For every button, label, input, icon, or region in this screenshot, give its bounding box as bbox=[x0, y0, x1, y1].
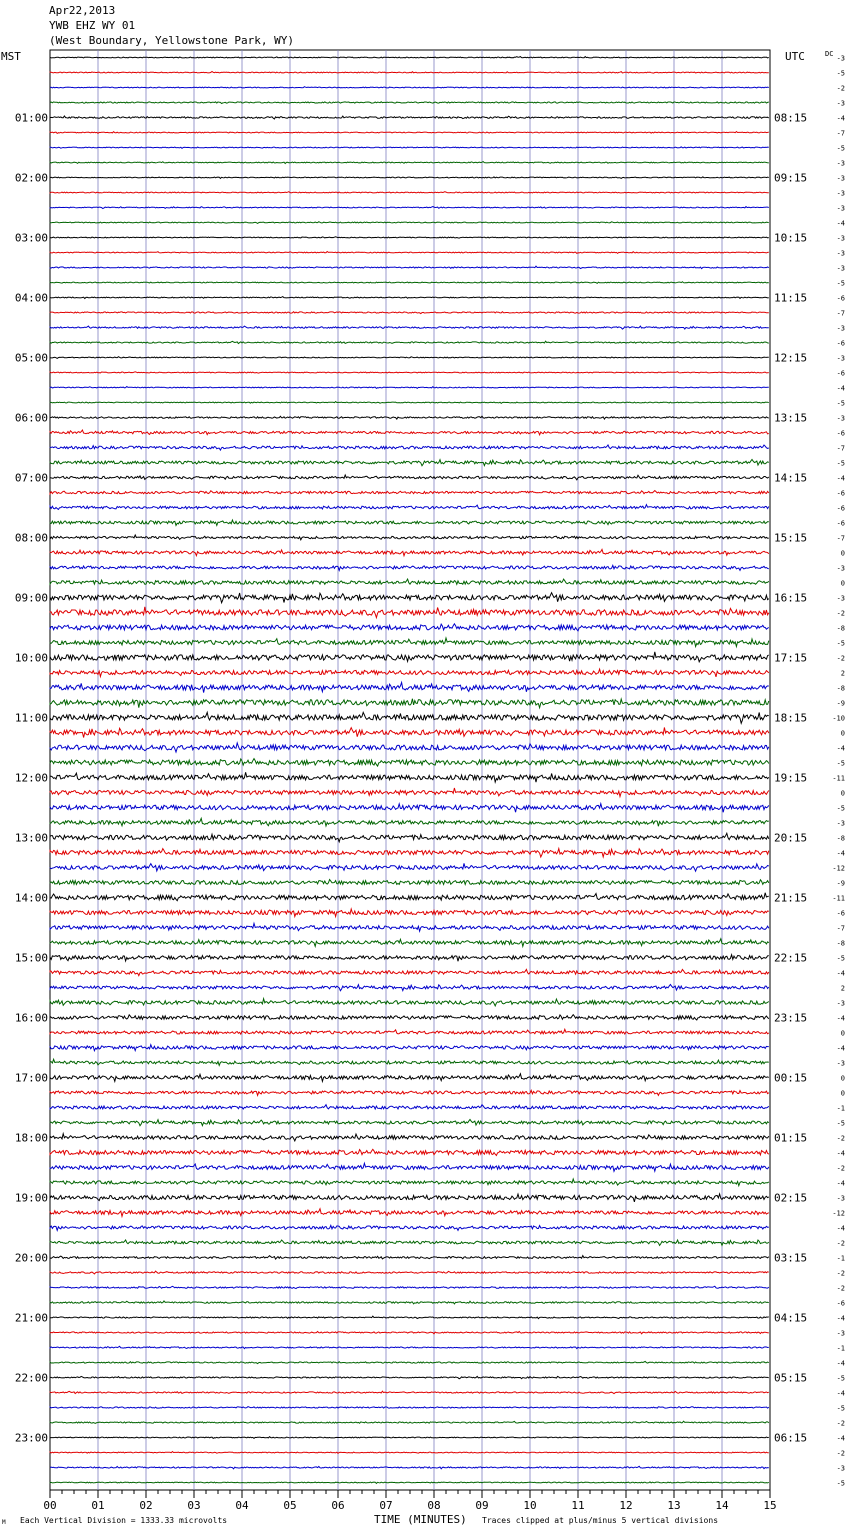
utc-hour-label: 03:15 bbox=[774, 1251, 808, 1265]
seismic-trace bbox=[50, 1120, 769, 1126]
utc-hour-label: 19:15 bbox=[774, 771, 808, 785]
seismic-trace bbox=[50, 475, 769, 480]
dc-offset-label: -4 bbox=[836, 474, 845, 483]
dc-offset-label: -2 bbox=[836, 1269, 845, 1278]
dc-offset-label: -3 bbox=[836, 189, 845, 198]
seismic-trace bbox=[50, 624, 769, 631]
seismic-trace bbox=[50, 132, 769, 134]
seismic-trace bbox=[50, 1074, 769, 1082]
dc-offset-label: -5 bbox=[836, 954, 845, 963]
mst-hour-label: 15:00 bbox=[14, 951, 48, 965]
utc-hour-label: 20:15 bbox=[774, 831, 808, 845]
utc-hour-label: 21:15 bbox=[774, 891, 808, 905]
seismic-trace bbox=[50, 1376, 769, 1378]
dc-offset-label: 0 bbox=[840, 789, 845, 798]
dc-offset-label: -5 bbox=[836, 804, 845, 813]
dc-offset-label: -2 bbox=[836, 1134, 845, 1143]
seismic-trace bbox=[50, 549, 769, 555]
seismic-trace bbox=[50, 341, 769, 343]
seismic-trace bbox=[50, 788, 769, 797]
dc-offset-label: -3 bbox=[836, 1059, 845, 1068]
mst-hour-label: 02:00 bbox=[14, 171, 48, 185]
seismic-trace bbox=[50, 102, 769, 104]
utc-hour-label: 08:15 bbox=[774, 111, 808, 125]
mst-label: MST bbox=[1, 50, 21, 63]
mst-hour-label: 20:00 bbox=[14, 1251, 48, 1265]
seismic-trace bbox=[50, 579, 769, 584]
utc-hour-label: 18:15 bbox=[774, 711, 808, 725]
seismic-trace bbox=[50, 880, 769, 885]
mst-hour-label: 16:00 bbox=[14, 1011, 48, 1025]
x-tick-label: 01 bbox=[91, 1499, 105, 1512]
seismic-trace bbox=[50, 1391, 769, 1393]
utc-hour-label: 10:15 bbox=[774, 231, 808, 245]
seismic-trace bbox=[50, 252, 769, 254]
x-axis-title: TIME (MINUTES) bbox=[374, 1513, 467, 1526]
utc-hour-label: 00:15 bbox=[774, 1071, 808, 1085]
plot-frame bbox=[50, 50, 770, 1490]
seismic-trace bbox=[50, 999, 769, 1006]
dc-offset-label: -7 bbox=[836, 309, 845, 318]
x-tick-label: 03 bbox=[187, 1499, 201, 1512]
seismic-trace bbox=[50, 57, 769, 58]
utc-label: UTC bbox=[785, 50, 805, 63]
dc-offset-label: -3 bbox=[836, 249, 845, 258]
dc-offset-label: -3 bbox=[836, 54, 845, 63]
seismic-trace bbox=[50, 372, 769, 373]
dc-offset-label: -4 bbox=[836, 744, 845, 753]
dc-offset-label: -6 bbox=[836, 429, 845, 438]
x-tick-label: 14 bbox=[715, 1499, 729, 1512]
x-tick-label: 05 bbox=[283, 1499, 297, 1512]
seismic-trace bbox=[50, 969, 769, 975]
dc-offset-label: -4 bbox=[836, 849, 845, 858]
mst-hour-label: 03:00 bbox=[14, 231, 48, 245]
mst-hour-label: 18:00 bbox=[14, 1131, 48, 1145]
seismic-trace bbox=[50, 162, 769, 164]
dc-offset-label: -6 bbox=[836, 489, 845, 498]
utc-hour-label: 23:15 bbox=[774, 1011, 808, 1025]
seismic-trace bbox=[50, 1256, 769, 1260]
seismic-trace bbox=[50, 1437, 769, 1439]
mst-hour-label: 22:00 bbox=[14, 1371, 48, 1385]
seismic-trace bbox=[50, 565, 769, 570]
dc-offset-label: -2 bbox=[836, 1164, 845, 1173]
seismic-trace bbox=[50, 1452, 769, 1454]
seismic-trace bbox=[50, 1209, 769, 1217]
dc-offset-label: -3 bbox=[836, 1329, 845, 1338]
dc-offset-label: -3 bbox=[836, 414, 845, 423]
seismic-trace bbox=[50, 1225, 769, 1230]
dc-offset-label: -4 bbox=[836, 1014, 845, 1023]
seismic-trace bbox=[50, 1407, 769, 1409]
dc-offset-label: -2 bbox=[836, 1239, 845, 1248]
dc-offset-label: -1 bbox=[836, 1104, 845, 1113]
dc-offset-label: -5 bbox=[836, 459, 845, 468]
seismic-trace bbox=[50, 237, 769, 238]
seismic-trace bbox=[50, 535, 769, 540]
dc-label: DC bbox=[825, 50, 834, 58]
dc-offset-label: -3 bbox=[836, 234, 845, 243]
dc-offset-label: -5 bbox=[836, 144, 845, 153]
logo-mark: M bbox=[2, 1519, 6, 1526]
seismic-trace bbox=[50, 955, 769, 961]
x-tick-label: 11 bbox=[571, 1499, 585, 1512]
seismic-trace bbox=[50, 1466, 769, 1469]
dc-offset-label: -4 bbox=[836, 1179, 845, 1188]
dc-offset-label: -4 bbox=[836, 969, 845, 978]
utc-hour-label: 04:15 bbox=[774, 1311, 808, 1325]
seismic-trace bbox=[50, 759, 769, 767]
dc-offset-label: 0 bbox=[840, 1089, 845, 1098]
utc-hour-label: 15:15 bbox=[774, 531, 808, 545]
seismic-trace bbox=[50, 849, 769, 857]
utc-hour-label: 16:15 bbox=[774, 591, 808, 605]
seismic-trace bbox=[50, 1059, 769, 1065]
dc-offset-label: -3 bbox=[836, 324, 845, 333]
x-tick-label: 06 bbox=[331, 1499, 345, 1512]
x-tick-label: 07 bbox=[379, 1499, 393, 1512]
dc-offset-label: -8 bbox=[836, 624, 845, 633]
dc-offset-label: -11 bbox=[832, 774, 845, 783]
utc-hour-label: 09:15 bbox=[774, 171, 808, 185]
mst-hour-label: 11:00 bbox=[14, 711, 48, 725]
seismic-trace bbox=[50, 520, 769, 525]
seismic-trace bbox=[50, 266, 769, 268]
seismic-trace bbox=[50, 772, 769, 782]
seismic-trace bbox=[50, 712, 769, 723]
dc-offset-label: 0 bbox=[840, 1029, 845, 1038]
seismic-trace bbox=[50, 593, 769, 603]
dc-offset-label: -5 bbox=[836, 1404, 845, 1413]
seismic-trace bbox=[50, 1421, 769, 1423]
seismic-trace bbox=[50, 1482, 769, 1484]
mst-hour-label: 09:00 bbox=[14, 591, 48, 605]
dc-offset-label: -4 bbox=[836, 1149, 845, 1158]
seismic-trace bbox=[50, 505, 769, 510]
seismic-trace bbox=[50, 491, 769, 494]
dc-offset-label: -4 bbox=[836, 219, 845, 228]
dc-offset-label: -5 bbox=[836, 69, 845, 78]
dc-offset-label: -4 bbox=[836, 1389, 845, 1398]
mst-hour-label: 19:00 bbox=[14, 1191, 48, 1205]
seismic-trace bbox=[50, 1361, 769, 1363]
mst-hour-label: 06:00 bbox=[14, 411, 48, 425]
dc-offset-label: -6 bbox=[836, 504, 845, 513]
seismic-trace bbox=[50, 638, 769, 647]
dc-offset-label: -6 bbox=[836, 1299, 845, 1308]
seismic-trace bbox=[50, 939, 769, 947]
dc-offset-label: -3 bbox=[836, 819, 845, 828]
seismic-trace bbox=[50, 430, 769, 435]
utc-hour-label: 13:15 bbox=[774, 411, 808, 425]
dc-offset-label: -5 bbox=[836, 759, 845, 768]
seismic-trace bbox=[50, 923, 769, 931]
seismic-trace bbox=[50, 893, 769, 901]
seismic-trace bbox=[50, 1134, 769, 1141]
seismic-trace bbox=[50, 460, 769, 466]
dc-offset-label: -6 bbox=[836, 339, 845, 348]
seismic-trace bbox=[50, 416, 769, 419]
seismic-trace bbox=[50, 1179, 769, 1186]
dc-offset-label: 2 bbox=[840, 669, 845, 678]
mst-hour-label: 07:00 bbox=[14, 471, 48, 485]
seismic-trace bbox=[50, 985, 769, 991]
dc-offset-label: -5 bbox=[836, 1119, 845, 1128]
utc-hour-label: 06:15 bbox=[774, 1431, 808, 1445]
dc-offset-label: -3 bbox=[836, 999, 845, 1008]
seismic-trace bbox=[50, 1332, 769, 1334]
utc-hour-label: 12:15 bbox=[774, 351, 808, 365]
seismic-trace bbox=[50, 72, 769, 74]
dc-offset-label: -1 bbox=[836, 1344, 845, 1353]
mst-hour-label: 05:00 bbox=[14, 351, 48, 365]
seismic-trace bbox=[50, 1045, 769, 1051]
x-tick-label: 02 bbox=[139, 1499, 153, 1512]
dc-offset-label: -6 bbox=[836, 519, 845, 528]
mst-hour-label: 23:00 bbox=[14, 1431, 48, 1445]
dc-offset-label: -6 bbox=[836, 369, 845, 378]
dc-offset-label: -11 bbox=[832, 894, 845, 903]
dc-offset-label: -3 bbox=[836, 204, 845, 213]
mst-hour-label: 13:00 bbox=[14, 831, 48, 845]
seismic-trace bbox=[50, 1090, 769, 1095]
seismic-trace bbox=[50, 1194, 769, 1202]
dc-offset-label: -4 bbox=[836, 1434, 845, 1443]
seismic-trace bbox=[50, 1316, 769, 1318]
seismic-trace bbox=[50, 818, 769, 826]
utc-hour-label: 02:15 bbox=[774, 1191, 808, 1205]
seismic-trace bbox=[50, 177, 769, 179]
mst-hour-label: 14:00 bbox=[14, 891, 48, 905]
dc-offset-label: -3 bbox=[836, 594, 845, 603]
seismic-trace bbox=[50, 1301, 769, 1304]
dc-offset-label: -5 bbox=[836, 639, 845, 648]
seismic-trace bbox=[50, 312, 769, 314]
seismic-trace bbox=[50, 192, 769, 193]
seismic-trace bbox=[50, 1015, 769, 1020]
dc-offset-label: -8 bbox=[836, 684, 845, 693]
seismic-trace bbox=[50, 804, 769, 813]
dc-offset-label: -5 bbox=[836, 1479, 845, 1488]
mst-hour-label: 17:00 bbox=[14, 1071, 48, 1085]
dc-offset-label: -5 bbox=[836, 399, 845, 408]
dc-offset-label: -1 bbox=[836, 1254, 845, 1263]
mst-hour-label: 04:00 bbox=[14, 291, 48, 305]
x-tick-label: 08 bbox=[427, 1499, 441, 1512]
mst-hour-label: 10:00 bbox=[14, 651, 48, 665]
x-tick-label: 00 bbox=[43, 1499, 57, 1512]
seismic-trace bbox=[50, 652, 769, 662]
seismic-trace bbox=[50, 297, 769, 299]
seismic-trace bbox=[50, 607, 769, 618]
dc-offset-label: -2 bbox=[836, 1449, 845, 1458]
mst-hour-label: 08:00 bbox=[14, 531, 48, 545]
seismic-trace bbox=[50, 326, 769, 329]
dc-offset-label: -4 bbox=[836, 1044, 845, 1053]
dc-offset-label: -8 bbox=[836, 939, 845, 948]
dc-offset-label: -7 bbox=[836, 534, 845, 543]
seismic-trace bbox=[50, 87, 769, 88]
utc-hour-label: 17:15 bbox=[774, 651, 808, 665]
dc-offset-label: -2 bbox=[836, 84, 845, 93]
dc-offset-label: -7 bbox=[836, 924, 845, 933]
seismic-trace bbox=[50, 1029, 769, 1034]
seismic-trace bbox=[50, 1163, 769, 1171]
dc-offset-label: -4 bbox=[836, 384, 845, 393]
dc-offset-label: -7 bbox=[836, 444, 845, 453]
seismic-trace bbox=[50, 402, 769, 404]
dc-offset-label: -10 bbox=[832, 714, 845, 723]
dc-offset-label: -2 bbox=[836, 654, 845, 663]
dc-offset-label: -5 bbox=[836, 279, 845, 288]
dc-offset-label: -9 bbox=[836, 699, 845, 708]
dc-offset-label: -2 bbox=[836, 1284, 845, 1293]
seismic-trace bbox=[50, 1149, 769, 1155]
x-tick-label: 10 bbox=[523, 1499, 537, 1512]
seismic-trace bbox=[50, 1271, 769, 1274]
dc-offset-label: -2 bbox=[836, 1419, 845, 1428]
x-tick-label: 13 bbox=[667, 1499, 681, 1512]
seismic-trace bbox=[50, 699, 769, 708]
dc-offset-label: -4 bbox=[836, 1224, 845, 1233]
utc-hour-label: 14:15 bbox=[774, 471, 808, 485]
utc-hour-label: 01:15 bbox=[774, 1131, 808, 1145]
dc-offset-label: -6 bbox=[836, 909, 845, 918]
dc-offset-label: -4 bbox=[836, 1359, 845, 1368]
utc-hour-label: 11:15 bbox=[774, 291, 808, 305]
dc-offset-label: -5 bbox=[836, 1374, 845, 1383]
seismic-trace bbox=[50, 1240, 769, 1245]
seismic-trace bbox=[50, 1286, 769, 1288]
x-tick-label: 04 bbox=[235, 1499, 249, 1512]
dc-offset-label: 0 bbox=[840, 729, 845, 738]
seismic-trace bbox=[50, 207, 769, 209]
clipping-note: Traces clipped at plus/minus 5 vertical divisions bbox=[482, 1516, 719, 1525]
seismic-trace bbox=[50, 1105, 769, 1109]
seismic-trace bbox=[50, 357, 769, 359]
dc-offset-label: -3 bbox=[836, 174, 845, 183]
x-tick-label: 15 bbox=[763, 1499, 777, 1512]
seismic-trace bbox=[50, 445, 769, 450]
dc-offset-label: -2 bbox=[836, 609, 845, 618]
dc-offset-label: 0 bbox=[840, 579, 845, 588]
seismic-trace bbox=[50, 743, 769, 752]
mst-hour-label: 21:00 bbox=[14, 1311, 48, 1325]
dc-offset-label: -3 bbox=[836, 1194, 845, 1203]
seismic-trace bbox=[50, 669, 769, 677]
seismic-trace bbox=[50, 909, 769, 917]
seismic-trace bbox=[50, 1346, 769, 1348]
station-location: (West Boundary, Yellowstone Park, WY) bbox=[49, 34, 295, 47]
station-code: YWB EHZ WY 01 bbox=[49, 19, 136, 32]
scale-note: Each Vertical Division = 1333.33 microvolts bbox=[20, 1516, 228, 1525]
x-tick-label: 12 bbox=[619, 1499, 633, 1512]
dc-offset-label: -3 bbox=[836, 354, 845, 363]
dc-offset-label: -4 bbox=[836, 114, 845, 123]
utc-hour-label: 05:15 bbox=[774, 1371, 808, 1385]
seismic-trace bbox=[50, 833, 769, 842]
dc-offset-label: -9 bbox=[836, 879, 845, 888]
dc-offset-label: -12 bbox=[832, 864, 845, 873]
seismic-trace bbox=[50, 683, 769, 693]
seismic-trace bbox=[50, 147, 769, 149]
dc-offset-label: 0 bbox=[840, 549, 845, 558]
dc-offset-label: -6 bbox=[836, 294, 845, 303]
dc-offset-label: -3 bbox=[836, 99, 845, 108]
plot-date: Apr22,2013 bbox=[49, 4, 116, 17]
dc-offset-label: -4 bbox=[836, 1314, 845, 1323]
dc-offset-label: 0 bbox=[840, 1074, 845, 1083]
mst-hour-label: 01:00 bbox=[14, 111, 48, 125]
dc-offset-label: -3 bbox=[836, 264, 845, 273]
dc-offset-label: -12 bbox=[832, 1209, 845, 1218]
mst-hour-label: 12:00 bbox=[14, 771, 48, 785]
seismic-trace bbox=[50, 222, 769, 224]
seismic-trace bbox=[50, 387, 769, 389]
dc-offset-label: -3 bbox=[836, 159, 845, 168]
dc-offset-label: 2 bbox=[840, 984, 845, 993]
seismic-trace bbox=[50, 728, 769, 738]
dc-offset-label: -7 bbox=[836, 129, 845, 138]
seismic-trace bbox=[50, 282, 769, 284]
seismic-trace bbox=[50, 116, 769, 119]
utc-hour-label: 22:15 bbox=[774, 951, 808, 965]
x-tick-label: 09 bbox=[475, 1499, 489, 1512]
dc-offset-label: -8 bbox=[836, 834, 845, 843]
seismic-trace bbox=[50, 863, 769, 871]
dc-offset-label: -3 bbox=[836, 1464, 845, 1473]
dc-offset-label: -3 bbox=[836, 564, 845, 573]
